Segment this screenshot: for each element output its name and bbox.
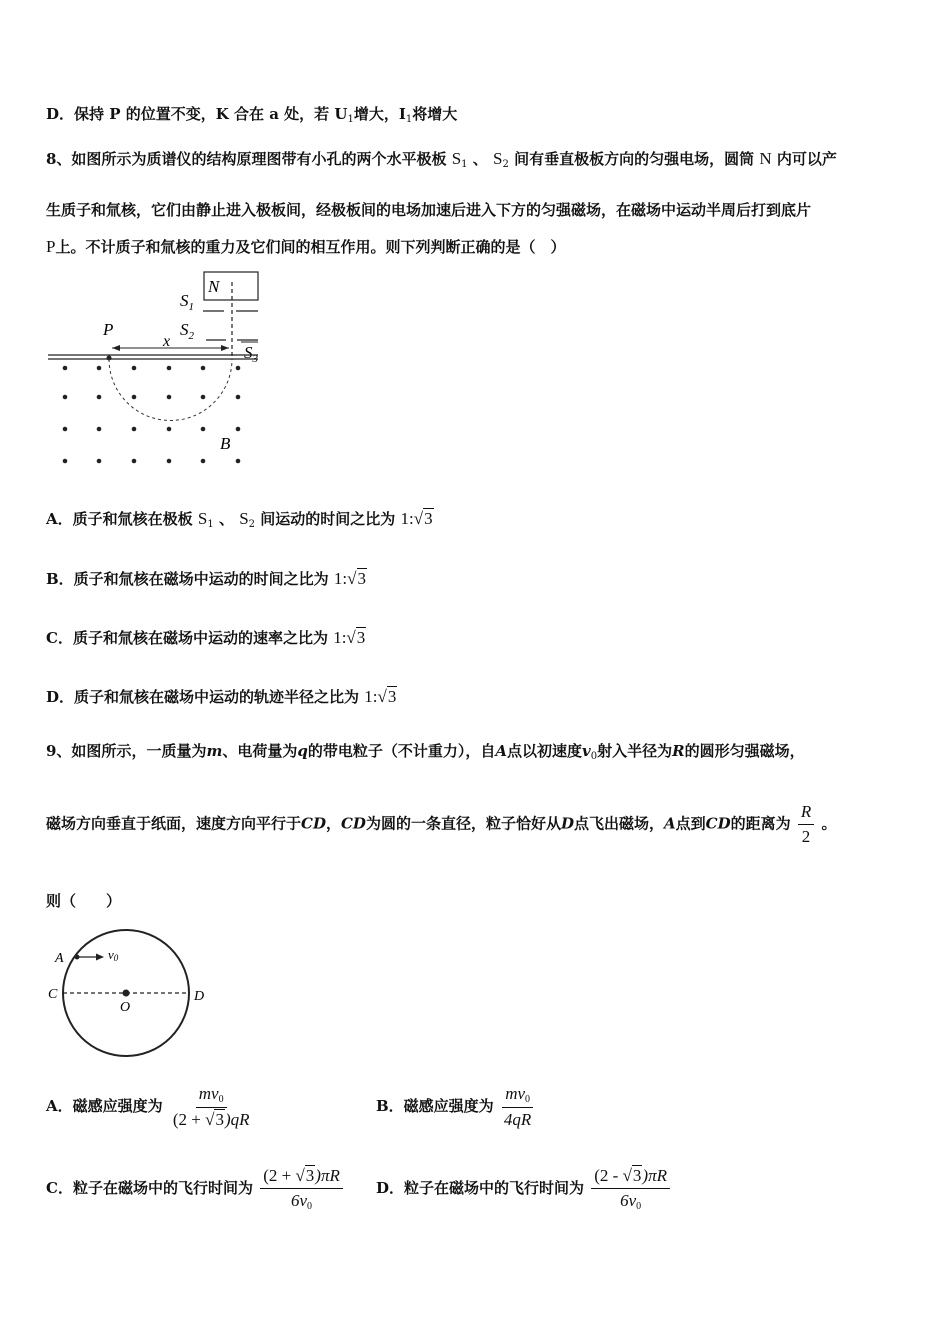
q9-circle-field-figure: [46, 926, 216, 1060]
q9-stem-line3: 则（ ）: [46, 892, 122, 910]
q9-stem-line2: 磁场方向垂直于纸面，速度方向平行于CD，CD为圆的一条直径，粒子恰好从D点飞出磁场，A点到CD的距离为 $\frac{R}{2}$ 。: [46, 802, 837, 846]
label-s3: $S_3$: [244, 343, 258, 365]
q9-option-b: B．磁感应强度为 $\frac{mv_0}{4qR}$: [376, 1084, 532, 1129]
q9-option-a: A．磁感应强度为 $\frac{mv_0}{(2 + √3)qR}$: [46, 1084, 250, 1129]
label-o: O: [120, 1000, 131, 1015]
q8-stem-line3: P上。不计质子和氚核的重力及它们间的相互作用。则下列判断正确的是（ ）: [46, 237, 566, 256]
q9-option-d: D．粒子在磁场中的飞行时间为 $\frac{(2 - √3)\pi R}{6v_0}$: [376, 1166, 672, 1212]
q8-option-d: D．质子和氚核在磁场中运动的轨迹半径之比为 1:√3: [46, 687, 397, 706]
center-o: [123, 990, 130, 997]
label-n: N: [208, 277, 220, 296]
q8-mass-spectrometer-figure: [46, 268, 271, 478]
magnetic-field-dots: [63, 366, 241, 464]
label-x: x: [163, 333, 171, 350]
q8-stem-line1: 8、如图所示为质谱仪的结构原理图带有小孔的两个水平极板 $S_1$ 、 $S_2$ 间有垂直极板方向的匀强电场，圆筒 N 内可以产: [46, 149, 837, 170]
label-b: B: [220, 434, 231, 453]
label-a: A: [55, 951, 64, 966]
q9-stem-line1: 9、如图所示，一质量为m、电荷量为q的带电粒子（不计重力），自A点以初速度$v_0$射入半径为R的圆形匀强磁场，: [46, 742, 805, 762]
q9-option-c: C．粒子在磁场中的飞行时间为 $\frac{(2 + √3)\pi R}{6v_0}$: [46, 1166, 345, 1212]
q8-option-c: C．质子和氚核在磁场中运动的速率之比为 1:√3: [46, 628, 366, 647]
q8-stem-line2: 生质子和氚核，它们由静止进入极板间，经极板间的电场加速后进入下方的匀强磁场，在磁场中运动半周后打到底片: [46, 201, 812, 219]
label-s2: $S_2$: [180, 320, 194, 342]
label-d: D: [194, 989, 205, 1004]
q8-option-a: A．质子和氚核在极板 $S_1$ 、 $S_2$ 间运动的时间之比为 1:√3: [46, 509, 433, 530]
q8-option-b: B．质子和氚核在磁场中运动的时间之比为 1:√3: [46, 569, 366, 588]
prev-option-d: D．保持 P 的位置不变，K 合在 a 处，若 $U_1$增大，$I_1$将增大: [46, 105, 458, 125]
label-s1: $S_1$: [180, 291, 194, 313]
label-v0: v0: [108, 947, 119, 963]
label-p: P: [103, 320, 114, 339]
label-c: C: [48, 987, 58, 1002]
